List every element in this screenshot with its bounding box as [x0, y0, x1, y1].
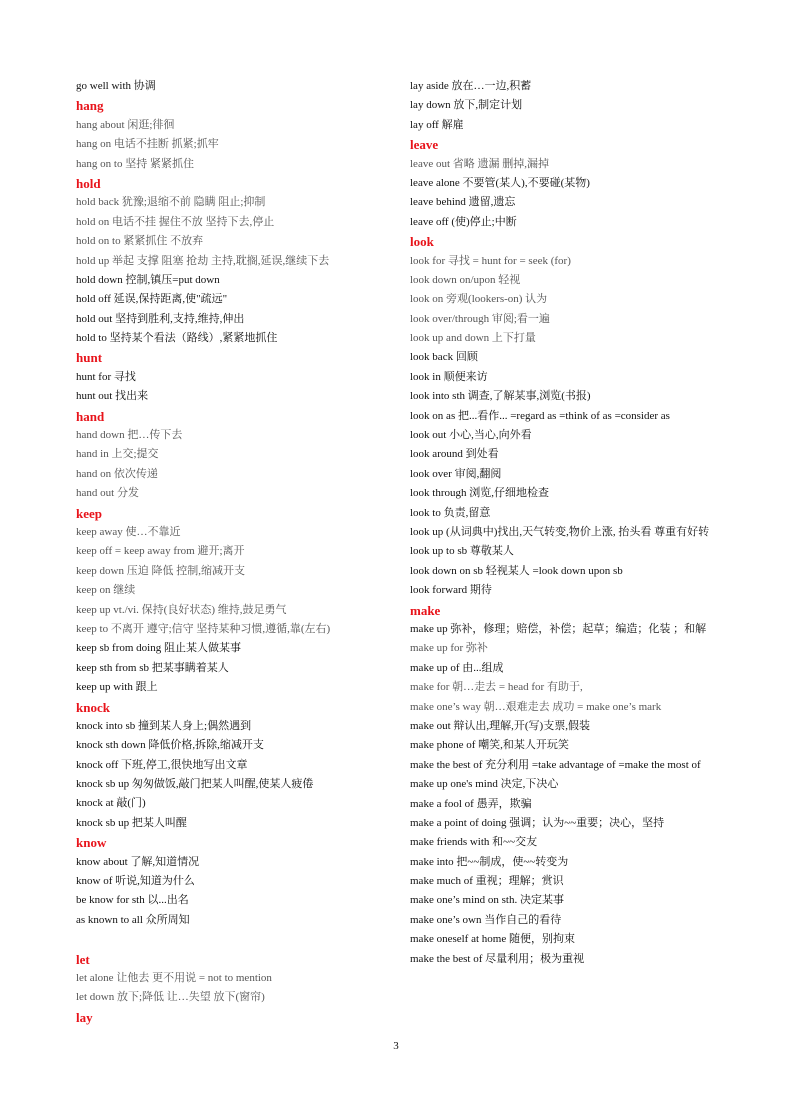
phrase-entry: look forward 期待 — [410, 584, 492, 597]
section-heading: leave — [410, 137, 439, 153]
phrase-entry: make into 把~~制成，使~~转变为 — [410, 855, 569, 868]
phrase-entry: make friends with 和~~交友 — [410, 836, 538, 849]
phrase-entry: hunt out 找出来 — [76, 390, 149, 403]
phrase-entry: look through 浏览,仔细地检查 — [410, 487, 550, 500]
phrase-entry: keep on 继续 — [76, 584, 136, 597]
phrase-entry: make the best of 充分利用 =take advantage of =make the most of — [410, 758, 701, 771]
phrase-entry: as known to all 众所周知 — [76, 913, 190, 926]
phrase-entry: hang about 闲逛;徘徊 — [76, 118, 175, 131]
phrase-entry: leave alone 不要管(某人),不要碰(某物) — [410, 176, 590, 189]
phrase-entry: hold on 电话不挂 握住不放 坚持下去,停止 — [76, 215, 275, 228]
phrase-entry: hand in 上交;提交 — [76, 448, 159, 461]
phrase-entry: keep off = keep away from 避开;离开 — [76, 545, 245, 558]
blank-line — [76, 930, 376, 949]
phrase-entry: make up 弥补，修理；赔偿，补偿；起草；编造；化装 ；和解 — [410, 622, 707, 635]
phrase-entry: look over 审阅,翻阅 — [410, 467, 502, 480]
phrase-entry: make phone of 嘲笑,和某人开玩笑 — [410, 739, 569, 752]
phrase-entry: make one’s way 朝…艰难走去 成功 = make one’s mark — [410, 700, 662, 713]
phrase-entry: look around 到处看 — [410, 448, 499, 461]
section-heading: lay — [76, 1009, 93, 1025]
section-heading: let — [76, 951, 90, 967]
section-heading: keep — [76, 505, 102, 521]
phrase-entry: hold down 控制,镇压=put down — [76, 273, 220, 286]
phrase-entry: keep down 压迫 降低 控制,缩减开支 — [76, 564, 245, 577]
phrase-entry: hand out 分发 — [76, 487, 139, 500]
phrase-entry: look up (从词典中)找出,天气转变,物价上涨, 抬头看 尊重有好转 — [410, 525, 710, 538]
phrase-entry: knock sb up 把某人叫醒 — [76, 816, 187, 829]
left-column — [76, 77, 376, 1027]
phrase-entry: hold back 犹豫;退缩不前 隐瞒 阻止;抑制 — [76, 196, 266, 209]
phrase-entry: make much of 重视；理解；赏识 — [410, 875, 564, 888]
section-heading: make — [410, 602, 441, 618]
phrase-entry: look for 寻找 = hunt for = seek (for) — [410, 254, 571, 267]
phrase-entry: hang on 电话不挂断 抓紧;抓牢 — [76, 138, 219, 151]
phrase-entry: knock off 下班,停工,很快地写出文章 — [76, 758, 248, 771]
phrase-entry: make up for 弥补 — [410, 642, 488, 655]
phrase-entry: lay aside 放在…一边,积蓄 — [410, 80, 532, 92]
page-number: 3 — [393, 1040, 399, 1052]
phrase-entry: make oneself at home 随便，别拘束 — [410, 933, 575, 946]
phrase-entry: knock sb up 匆匆做饭,敲门把某人叫醒,使某人疲倦 — [76, 778, 314, 791]
section-heading: hunt — [76, 350, 103, 366]
phrase-entry: keep sb from doing 阻止某人做某事 — [76, 642, 241, 655]
phrase-entry: knock into sb 撞到某人身上;偶然遇到 — [76, 719, 252, 732]
phrase-entry: look back 回顾 — [410, 351, 478, 364]
phrase-entry: knock sth down 降低价格,拆除,缩减开支 — [76, 739, 264, 752]
phrase-entry: know of 听说,知道为什么 — [76, 875, 195, 888]
phrase-entry: be know for sth 以...出名 — [76, 894, 189, 907]
phrase-entry: make out 辩认出,理解,开(写)支票,假装 — [410, 719, 590, 732]
phrase-entry: hold on to 紧紧抓住 不放弃 — [76, 235, 204, 248]
phrase-entry: hold off 延误,保持距离,使"疏远" — [76, 293, 228, 306]
section-heading: hand — [76, 408, 105, 424]
phrase-entry: let down 放下;降低 让…失望 放下(窗帘) — [76, 991, 265, 1004]
phrase-entry: make for 朝…走去 = head for 有助于, — [410, 681, 583, 694]
phrase-entry: keep up with 跟上 — [76, 681, 158, 694]
phrase-entry: look over/through 审阅;看一遍 — [410, 312, 550, 325]
phrase-entry: hunt for 寻找 — [76, 370, 136, 383]
phrase-entry: keep away 使…不靠近 — [76, 525, 181, 538]
phrase-entry: look up and down 上下打量 — [410, 332, 536, 345]
phrase-entry: keep sth from sb 把某事瞒着某人 — [76, 661, 229, 674]
phrase-entry: leave off (使)停止;中断 — [410, 215, 517, 228]
phrase-entry: look on 旁观(lookers-on) 认为 — [410, 293, 548, 306]
phrase-entry: look out 小心,当心,向外看 — [410, 429, 532, 442]
phrase-entry: hold up 举起 支撑 阻塞 抢劫 主持,耽搁,延误,继续下去 — [76, 254, 330, 267]
phrase-entry: keep up vt./vi. 保持(良好状态) 维持,鼓足勇气 — [76, 603, 287, 616]
phrase-entry: know about 了解,知道情况 — [76, 855, 200, 868]
phrase-entry: hand down 把…传下去 — [76, 429, 183, 442]
phrase-entry: hold to 坚持某个看法（路线）,紧紧地抓住 — [76, 332, 278, 345]
phrase-entry: leave behind 遗留,遗忘 — [410, 196, 516, 209]
phrase-entry: make up of 由...组成 — [410, 661, 504, 674]
phrase-entry: knock at 敲(门) — [76, 797, 146, 810]
phrase-entry: hold out 坚持到胜利,支持,维持,伸出 — [76, 312, 245, 325]
phrase-entry: make a fool of 愚弄，欺骗 — [410, 797, 532, 810]
phrase-entry: let alone 让他去 更不用说 = not to mention — [76, 971, 272, 984]
phrase-entry: hand on 依次传递 — [76, 467, 158, 480]
phrase-entry: look in 顺便来访 — [410, 370, 488, 383]
phrase-entry: look up to sb 尊敬某人 — [410, 545, 514, 558]
phrase-entry: make one’s own 当作自己的看待 — [410, 913, 562, 926]
section-heading: hold — [76, 175, 101, 191]
right-column — [410, 77, 720, 969]
phrase-entry: make one’s mind on sth. 决定某事 — [410, 894, 564, 907]
phrase-entry: look down on/upon 轻视 — [410, 273, 521, 286]
phrase-entry: look to 负责,留意 — [410, 506, 491, 519]
phrase-entry: make up one's mind 决定,下决心 — [410, 778, 559, 791]
phrase-entry: look into sth 调查,了解某事,浏览(书报) — [410, 390, 591, 403]
phrase-entry: make the best of 尽量利用；极为重视 — [410, 952, 585, 965]
section-heading: know — [76, 835, 107, 851]
section-heading: look — [410, 234, 434, 250]
phrase-entry: look on as 把...看作... =regard as =think of as =consider as — [410, 409, 670, 422]
phrase-entry: go well with 协调 — [76, 80, 156, 92]
phrase-entry: make a point of doing 强调；认为~~重要；决心，坚持 — [410, 816, 665, 829]
phrase-entry: lay down 放下,制定计划 — [410, 99, 523, 112]
phrase-entry: look down on sb 轻视某人 =look down upon sb — [410, 564, 623, 577]
phrase-entry: leave out 省略 遗漏 删掉,漏掉 — [410, 157, 550, 170]
section-heading: knock — [76, 699, 110, 715]
section-heading: hang — [76, 98, 104, 114]
phrase-entry: keep to 不离开 遵守;信守 坚持某种习惯,遵循,靠(左右) — [76, 622, 331, 635]
phrase-entry: lay off 解雇 — [410, 118, 464, 131]
phrase-entry: hang on to 坚持 紧紧抓住 — [76, 157, 194, 170]
